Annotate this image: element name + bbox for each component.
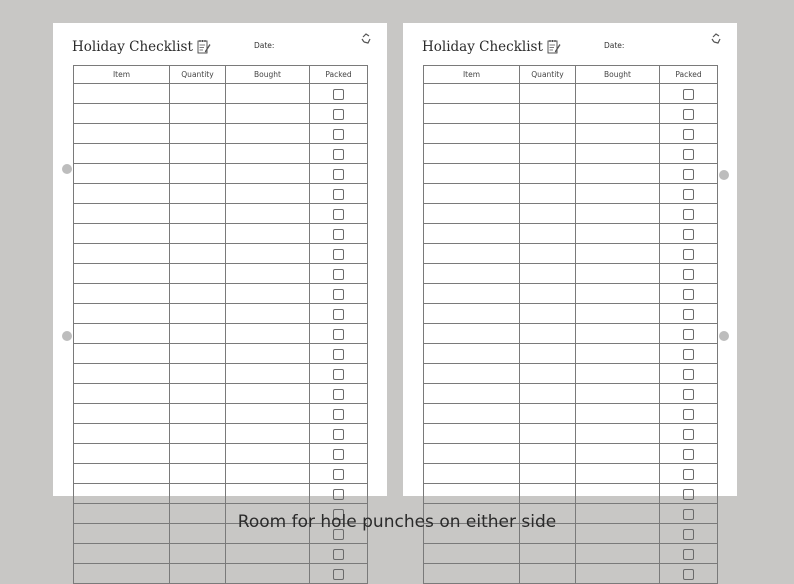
checklist-row [74,364,368,384]
packed-checkbox[interactable] [683,89,694,100]
packed-cell[interactable] [310,284,368,304]
quantity-cell[interactable] [520,264,576,284]
bought-cell[interactable] [226,184,310,204]
item-cell[interactable] [74,384,170,404]
bought-cell[interactable] [576,324,660,344]
bought-cell[interactable] [576,144,660,164]
packed-checkbox[interactable] [683,129,694,140]
checklist-row [74,184,368,204]
packed-cell[interactable] [310,424,368,444]
checklist-row [424,564,718,584]
checklist-row [424,364,718,384]
date-label: Date: [604,41,625,50]
quantity-cell[interactable] [170,84,226,104]
caption: Room for hole punches on either side [237,512,557,532]
item-cell[interactable] [424,84,520,104]
checklist-row [424,464,718,484]
item-cell[interactable] [74,164,170,184]
bought-cell[interactable] [576,244,660,264]
checklist-row [74,244,368,264]
checklist-row [424,424,718,444]
quantity-cell[interactable] [170,364,226,384]
packed-cell[interactable] [310,124,368,144]
packed-cell[interactable] [310,224,368,244]
packed-cell[interactable] [660,264,718,284]
date-label: Date: [254,41,275,50]
packed-cell[interactable] [660,344,718,364]
packed-cell[interactable] [660,104,718,124]
quantity-cell[interactable] [170,404,226,424]
packed-cell[interactable] [310,344,368,364]
column-header-bought: Bought [226,66,310,84]
quantity-cell[interactable] [520,164,576,184]
quantity-cell[interactable] [520,284,576,304]
item-cell[interactable] [74,564,170,584]
checklist-row [424,124,718,144]
quantity-cell[interactable] [520,104,576,124]
checklist-row [74,344,368,364]
packed-cell[interactable] [660,204,718,224]
notepad-pencil-icon [547,39,561,55]
quantity-cell[interactable] [520,84,576,104]
packed-checkbox[interactable] [683,169,694,180]
checklist-row [74,484,368,504]
quantity-cell[interactable] [520,484,576,504]
header-row [74,66,368,84]
packed-checkbox[interactable] [333,329,344,340]
packed-cell[interactable] [660,364,718,384]
quantity-cell[interactable] [170,424,226,444]
packed-checkbox[interactable] [683,309,694,320]
packed-checkbox[interactable] [683,409,694,420]
quantity-cell[interactable] [520,364,576,384]
quantity-cell[interactable] [170,324,226,344]
checklist-row [424,184,718,204]
packed-cell[interactable] [660,484,718,504]
packed-checkbox[interactable] [683,429,694,440]
packed-checkbox[interactable] [683,149,694,160]
item-cell[interactable] [74,324,170,344]
bought-cell[interactable] [226,204,310,224]
column-header-packed: Packed [660,66,718,84]
packed-checkbox[interactable] [333,309,344,320]
packed-checkbox[interactable] [333,209,344,220]
column-header-bought: Bought [576,66,660,84]
bought-cell[interactable] [226,324,310,344]
column-header-packed: Packed [310,66,368,84]
item-cell[interactable] [74,144,170,164]
item-cell[interactable] [424,404,520,424]
item-cell[interactable] [424,184,520,204]
packed-checkbox[interactable] [333,389,344,400]
checklist-row [74,204,368,224]
item-cell[interactable] [424,284,520,304]
packed-checkbox[interactable] [683,469,694,480]
checklist-row [424,344,718,364]
quantity-cell[interactable] [170,304,226,324]
item-cell[interactable] [74,184,170,204]
checklist-row [74,404,368,424]
item-cell[interactable] [424,224,520,244]
column-header-quantity: Quantity [170,66,226,84]
bought-cell[interactable] [226,164,310,184]
hole-punch-mark [62,164,72,174]
packed-checkbox[interactable] [333,429,344,440]
quantity-cell[interactable] [170,484,226,504]
bought-cell[interactable] [576,284,660,304]
item-cell[interactable] [424,104,520,124]
item-cell[interactable] [424,244,520,264]
packed-cell[interactable] [310,404,368,424]
quantity-cell[interactable] [170,124,226,144]
checklist-row [74,564,368,584]
packed-checkbox[interactable] [683,349,694,360]
packed-cell[interactable] [660,124,718,144]
bought-cell[interactable] [226,264,310,284]
packed-cell[interactable] [660,324,718,344]
bought-cell[interactable] [226,564,310,584]
checklist-row [74,304,368,324]
bought-cell[interactable] [576,304,660,324]
bought-cell[interactable] [226,364,310,384]
packed-cell[interactable] [660,384,718,404]
checklist-row [424,224,718,244]
checklist-row [74,84,368,104]
item-cell[interactable] [424,464,520,484]
packed-checkbox[interactable] [333,109,344,120]
bought-cell[interactable] [226,84,310,104]
packed-checkbox[interactable] [333,189,344,200]
bought-cell[interactable] [576,184,660,204]
packed-checkbox[interactable] [683,329,694,340]
item-cell[interactable] [424,444,520,464]
quantity-cell[interactable] [170,384,226,404]
quantity-cell[interactable] [170,224,226,244]
recycle-logo-icon [360,32,373,45]
bought-cell[interactable] [576,264,660,284]
quantity-cell[interactable] [520,464,576,484]
packed-checkbox[interactable] [683,569,694,580]
quantity-cell[interactable] [520,344,576,364]
bought-cell[interactable] [226,304,310,324]
packed-cell[interactable] [660,304,718,324]
checklist-row [74,384,368,404]
packed-cell[interactable] [310,484,368,504]
quantity-cell[interactable] [170,564,226,584]
checklist-row [74,104,368,124]
item-cell[interactable] [74,424,170,444]
bought-cell[interactable] [226,404,310,424]
packed-checkbox[interactable] [333,129,344,140]
checklist-table [73,65,368,584]
packed-checkbox[interactable] [683,489,694,500]
checklist-table [423,65,718,584]
packed-checkbox[interactable] [683,209,694,220]
item-cell[interactable] [424,564,520,584]
packed-checkbox[interactable] [683,449,694,460]
item-cell[interactable] [424,124,520,144]
quantity-cell[interactable] [170,244,226,264]
item-cell[interactable] [74,444,170,464]
packed-checkbox[interactable] [333,349,344,360]
packed-checkbox[interactable] [333,569,344,580]
item-cell[interactable] [424,164,520,184]
packed-checkbox[interactable] [333,449,344,460]
checklist-row [74,264,368,284]
quantity-cell[interactable] [520,304,576,324]
quantity-cell[interactable] [170,344,226,364]
bought-cell[interactable] [576,444,660,464]
packed-checkbox[interactable] [333,89,344,100]
checklist-row [424,84,718,104]
packed-checkbox[interactable] [683,229,694,240]
packed-checkbox[interactable] [683,269,694,280]
item-cell[interactable] [424,484,520,504]
hole-punch-mark [62,331,72,341]
packed-checkbox[interactable] [683,249,694,260]
bought-cell[interactable] [576,84,660,104]
item-cell[interactable] [74,304,170,324]
quantity-cell[interactable] [520,224,576,244]
quantity-cell[interactable] [170,444,226,464]
item-cell[interactable] [424,204,520,224]
item-cell[interactable] [424,344,520,364]
page-title: Holiday Checklist [422,39,543,55]
bought-cell[interactable] [576,164,660,184]
packed-cell[interactable] [310,104,368,124]
bought-cell[interactable] [576,484,660,504]
packed-cell[interactable] [660,564,718,584]
checklist-row [74,324,368,344]
packed-checkbox[interactable] [683,109,694,120]
packed-cell[interactable] [660,464,718,484]
quantity-cell[interactable] [520,404,576,424]
item-cell[interactable] [74,224,170,244]
checklist-row [424,264,718,284]
checklist-row [424,324,718,344]
bought-cell[interactable] [226,284,310,304]
quantity-cell[interactable] [520,444,576,464]
item-cell[interactable] [74,484,170,504]
quantity-cell[interactable] [520,144,576,164]
header-row [424,66,718,84]
bought-cell[interactable] [576,344,660,364]
quantity-cell[interactable] [520,324,576,344]
packed-checkbox[interactable] [333,289,344,300]
packed-cell[interactable] [660,224,718,244]
packed-checkbox[interactable] [333,169,344,180]
column-header-item: Item [424,66,520,84]
checklist-row [424,384,718,404]
checklist-body [424,84,718,584]
item-cell[interactable] [74,364,170,384]
checklist-row [424,204,718,224]
checklist-row [74,284,368,304]
bought-cell[interactable] [226,344,310,364]
hole-punch-mark [719,170,729,180]
item-cell[interactable] [74,244,170,264]
packed-cell[interactable] [310,304,368,324]
bought-cell[interactable] [226,384,310,404]
packed-checkbox[interactable] [333,229,344,240]
checklist-row [424,484,718,504]
checklist-row [424,144,718,164]
packed-checkbox[interactable] [333,269,344,280]
checklist-row [424,104,718,124]
checklist-row [74,464,368,484]
bought-cell[interactable] [226,464,310,484]
bought-cell[interactable] [226,484,310,504]
bought-cell[interactable] [226,124,310,144]
bought-cell[interactable] [576,364,660,384]
checklist-row [74,124,368,144]
item-cell[interactable] [74,264,170,284]
bought-cell[interactable] [576,104,660,124]
item-cell[interactable] [424,264,520,284]
item-cell[interactable] [74,124,170,144]
page-title: Holiday Checklist [72,39,193,55]
bought-cell[interactable] [576,224,660,244]
packed-checkbox[interactable] [683,369,694,380]
quantity-cell[interactable] [520,184,576,204]
quantity-cell[interactable] [170,204,226,224]
packed-cell[interactable] [660,84,718,104]
packed-checkbox[interactable] [683,189,694,200]
checklist-body [74,84,368,584]
packed-cell[interactable] [310,384,368,404]
packed-checkbox[interactable] [683,389,694,400]
checklist-row [74,144,368,164]
recycle-logo-icon [710,32,723,45]
item-cell[interactable] [74,84,170,104]
checklist-row [424,444,718,464]
quantity-cell[interactable] [520,564,576,584]
bought-cell[interactable] [576,204,660,224]
planner-page-right [403,23,737,496]
packed-checkbox[interactable] [333,409,344,420]
item-cell[interactable] [424,304,520,324]
packed-checkbox[interactable] [333,149,344,160]
packed-cell[interactable] [660,424,718,444]
packed-cell[interactable] [310,204,368,224]
packed-cell[interactable] [310,564,368,584]
checklist-row [424,164,718,184]
bought-cell[interactable] [226,424,310,444]
packed-cell[interactable] [310,144,368,164]
checklist-row [424,244,718,264]
item-cell[interactable] [74,204,170,224]
planner-page-left [53,23,387,496]
packed-checkbox[interactable] [333,469,344,480]
packed-cell[interactable] [310,84,368,104]
packed-checkbox[interactable] [333,369,344,380]
bought-cell[interactable] [576,384,660,404]
hole-punch-mark [719,331,729,341]
quantity-cell[interactable] [170,464,226,484]
notepad-pencil-icon [197,39,211,55]
packed-checkbox[interactable] [333,549,344,560]
packed-cell[interactable] [660,144,718,164]
packed-cell[interactable] [660,444,718,464]
packed-checkbox[interactable] [333,489,344,500]
bought-cell[interactable] [576,464,660,484]
bought-cell[interactable] [576,124,660,144]
checklist-row [424,304,718,324]
quantity-cell[interactable] [520,204,576,224]
packed-cell[interactable] [310,244,368,264]
bought-cell[interactable] [226,144,310,164]
quantity-cell[interactable] [170,284,226,304]
packed-cell[interactable] [660,244,718,264]
quantity-cell[interactable] [520,124,576,144]
item-cell[interactable] [74,404,170,424]
quantity-cell[interactable] [520,384,576,404]
item-cell[interactable] [424,144,520,164]
item-cell[interactable] [424,384,520,404]
item-cell[interactable] [74,104,170,124]
column-header-item: Item [74,66,170,84]
checklist-row [74,164,368,184]
quantity-cell[interactable] [170,104,226,124]
quantity-cell[interactable] [520,424,576,444]
bought-cell[interactable] [226,224,310,244]
checklist-row [74,424,368,444]
checklist-row [424,404,718,424]
item-cell[interactable] [74,344,170,364]
packed-cell[interactable] [660,164,718,184]
checklist-row [74,224,368,244]
quantity-cell[interactable] [520,244,576,264]
packed-checkbox[interactable] [683,289,694,300]
quantity-cell[interactable] [170,164,226,184]
quantity-cell[interactable] [170,264,226,284]
packed-cell[interactable] [310,184,368,204]
item-cell[interactable] [74,464,170,484]
quantity-cell[interactable] [170,144,226,164]
bought-cell[interactable] [226,444,310,464]
packed-checkbox[interactable] [333,249,344,260]
packed-cell[interactable] [660,404,718,424]
packed-cell[interactable] [660,284,718,304]
bought-cell[interactable] [576,404,660,424]
packed-cell[interactable] [310,264,368,284]
item-cell[interactable] [74,284,170,304]
column-header-quantity: Quantity [520,66,576,84]
checklist-row [424,284,718,304]
quantity-cell[interactable] [170,184,226,204]
packed-cell[interactable] [310,464,368,484]
packed-checkbox[interactable] [683,549,694,560]
bought-cell[interactable] [226,244,310,264]
packed-cell[interactable] [310,364,368,384]
packed-cell[interactable] [310,444,368,464]
bought-cell[interactable] [226,104,310,124]
item-cell[interactable] [424,364,520,384]
packed-cell[interactable] [310,324,368,344]
packed-cell[interactable] [660,184,718,204]
packed-cell[interactable] [310,164,368,184]
bought-cell[interactable] [576,564,660,584]
bought-cell[interactable] [576,424,660,444]
checklist-row [74,444,368,464]
item-cell[interactable] [424,324,520,344]
item-cell[interactable] [424,424,520,444]
